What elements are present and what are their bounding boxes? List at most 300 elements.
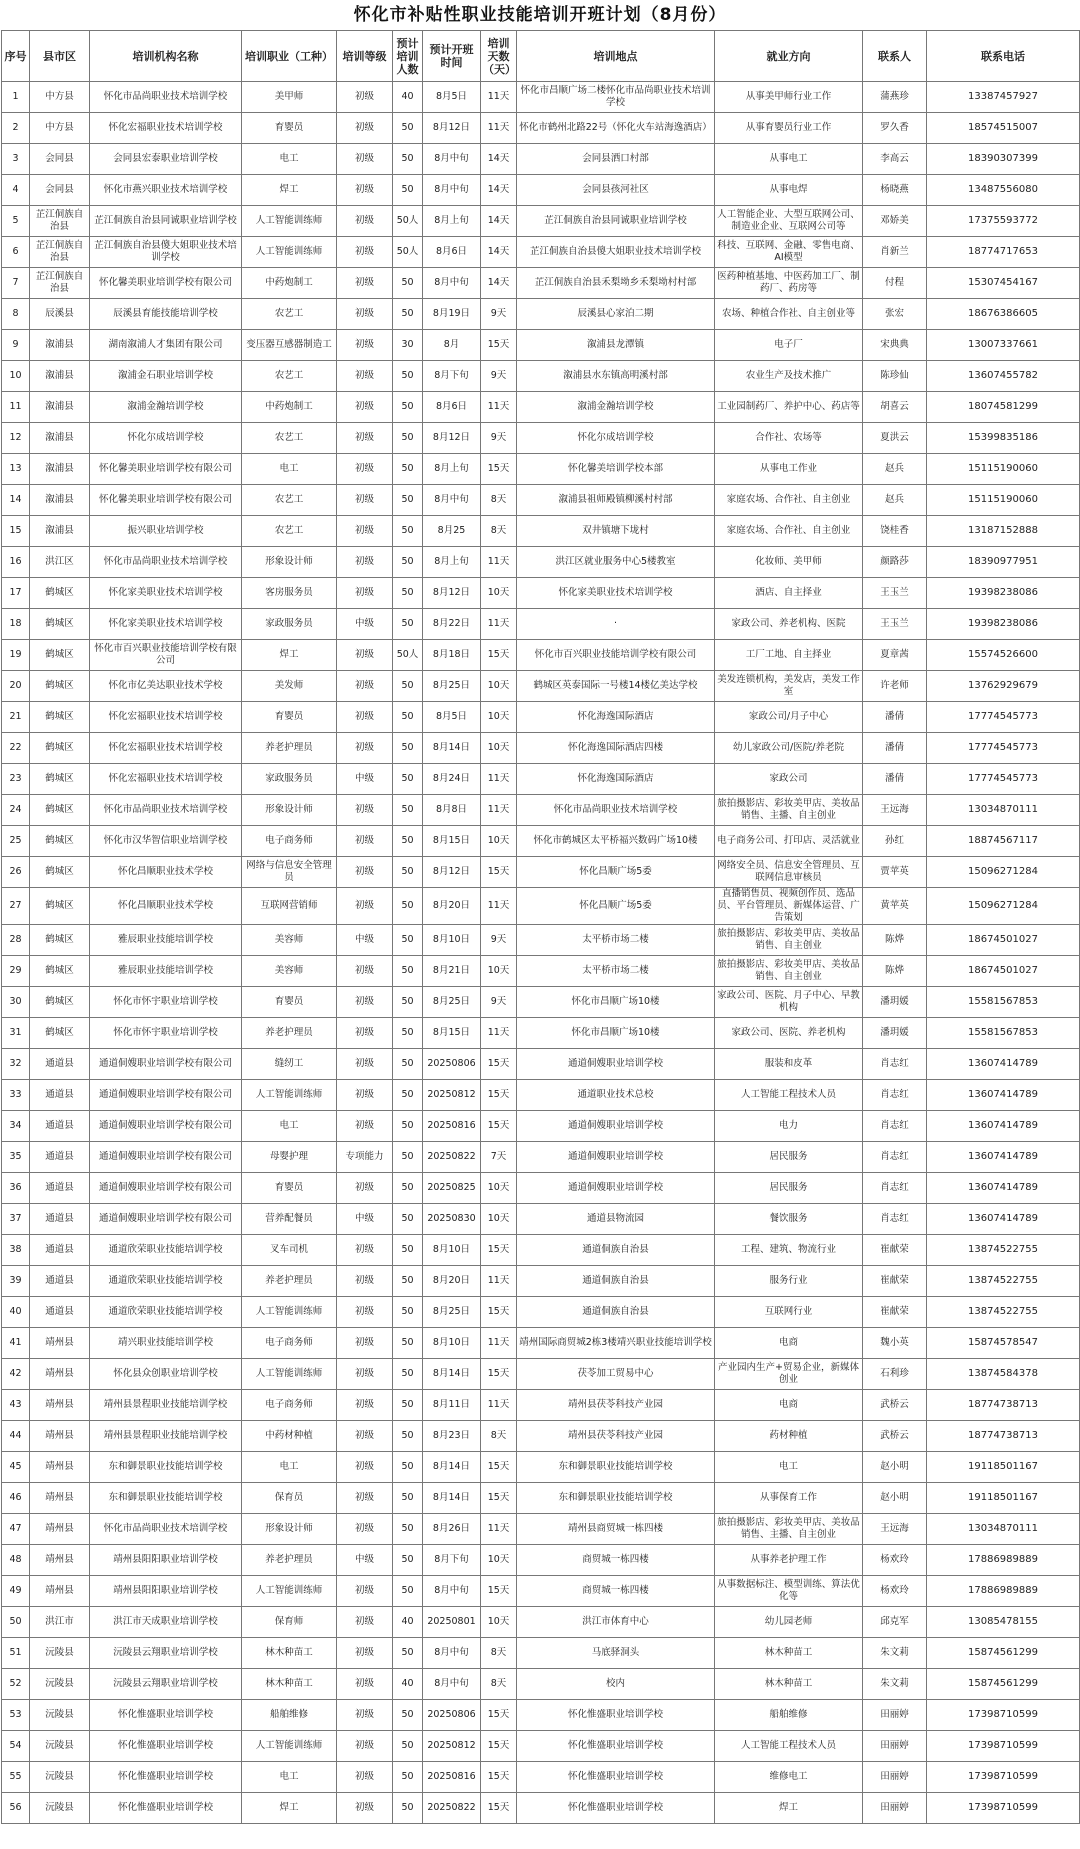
cell-occupation: 育婴员 — [242, 113, 337, 144]
cell-start-time: 8月15日 — [423, 826, 481, 857]
cell-trainees: 50 — [393, 609, 423, 640]
cell-trainees: 50 — [393, 1204, 423, 1235]
cell-location: 商贸城一栋四楼 — [517, 1576, 715, 1607]
cell-days: 10天 — [481, 826, 517, 857]
cell-contact: 蒲燕珍 — [863, 82, 927, 113]
cell-trainees: 50 — [393, 1297, 423, 1328]
cell-employment: 家庭农场、合作社、自主创业 — [715, 485, 863, 516]
cell-seq: 54 — [2, 1731, 30, 1762]
cell-occupation: 电子商务师 — [242, 826, 337, 857]
cell-days: 15天 — [481, 1297, 517, 1328]
cell-county: 鹤城区 — [30, 1018, 90, 1049]
cell-employment: 幼儿家政公司/医院/养老院 — [715, 733, 863, 764]
cell-days: 15天 — [481, 1235, 517, 1266]
cell-occupation: 育婴员 — [242, 1173, 337, 1204]
cell-level: 初级 — [337, 299, 393, 330]
cell-contact: 潘倩 — [863, 764, 927, 795]
cell-contact: 田丽婷 — [863, 1762, 927, 1793]
cell-start-time: 8月12日 — [423, 857, 481, 888]
cell-level: 初级 — [337, 485, 393, 516]
cell-seq: 27 — [2, 888, 30, 925]
cell-location: 怀化海逸国际酒店 — [517, 764, 715, 795]
cell-county: 沅陵县 — [30, 1731, 90, 1762]
cell-location: 靖州县茯苓科技产业园 — [517, 1390, 715, 1421]
cell-occupation: 养老护理员 — [242, 1018, 337, 1049]
cell-trainees: 50 — [393, 516, 423, 547]
cell-location: 通道侗嫂职业培训学校 — [517, 1142, 715, 1173]
cell-occupation: 网络与信息安全管理员 — [242, 857, 337, 888]
cell-trainees: 50 — [393, 733, 423, 764]
cell-days: 15天 — [481, 1793, 517, 1824]
cell-level: 初级 — [337, 795, 393, 826]
table-row — [2, 82, 1080, 113]
cell-employment: 幼儿园老师 — [715, 1607, 863, 1638]
cell-location: 鹤城区英泰国际一号楼14楼亿美达学校 — [517, 671, 715, 702]
cell-occupation: 形象设计师 — [242, 795, 337, 826]
cell-contact: 崔献荣 — [863, 1266, 927, 1297]
cell-days: 7天 — [481, 1142, 517, 1173]
cell-occupation: 形象设计师 — [242, 1514, 337, 1545]
cell-county: 靖州县 — [30, 1452, 90, 1483]
header-institution: 培训机构名称 — [90, 31, 242, 82]
cell-days: 11天 — [481, 1514, 517, 1545]
table-row — [2, 1297, 1080, 1328]
table-row — [2, 1049, 1080, 1080]
cell-employment: 从事电焊 — [715, 175, 863, 206]
cell-start-time: 8月下旬 — [423, 1545, 481, 1576]
cell-employment: 家政公司、医院、月子中心、早教机构 — [715, 987, 863, 1018]
cell-trainees: 50 — [393, 1018, 423, 1049]
cell-trainees: 50 — [393, 987, 423, 1018]
cell-institution: 通道欣荣职业技能培训学校 — [90, 1266, 242, 1297]
cell-seq: 17 — [2, 578, 30, 609]
cell-institution: 芷江侗族自治县同诚职业培训学校 — [90, 206, 242, 237]
header-occupation: 培训职业（工种） — [242, 31, 337, 82]
cell-seq: 41 — [2, 1328, 30, 1359]
cell-county: 靖州县 — [30, 1576, 90, 1607]
cell-contact: 陈烨 — [863, 925, 927, 956]
cell-occupation: 育婴员 — [242, 702, 337, 733]
cell-trainees: 50 — [393, 454, 423, 485]
cell-county: 溆浦县 — [30, 392, 90, 423]
cell-level: 初级 — [337, 361, 393, 392]
cell-level: 中级 — [337, 925, 393, 956]
cell-contact: 夏洪云 — [863, 423, 927, 454]
cell-trainees: 50 — [393, 1080, 423, 1111]
cell-county: 鹤城区 — [30, 795, 90, 826]
cell-start-time: 20250806 — [423, 1700, 481, 1731]
cell-phone: 17886989889 — [927, 1545, 1080, 1576]
cell-county: 溆浦县 — [30, 485, 90, 516]
cell-seq: 30 — [2, 987, 30, 1018]
cell-start-time: 8月8日 — [423, 795, 481, 826]
cell-trainees: 50 — [393, 1235, 423, 1266]
cell-institution: 怀化市怀宇职业培训学校 — [90, 1018, 242, 1049]
cell-employment: 酒店、自主择业 — [715, 578, 863, 609]
cell-phone: 13607414789 — [927, 1142, 1080, 1173]
cell-institution: 辰溪县育能技能培训学校 — [90, 299, 242, 330]
cell-occupation: 电工 — [242, 1111, 337, 1142]
cell-start-time: 8月20日 — [423, 1266, 481, 1297]
cell-county: 鹤城区 — [30, 733, 90, 764]
cell-level: 初级 — [337, 1669, 393, 1700]
cell-seq: 37 — [2, 1204, 30, 1235]
cell-days: 10天 — [481, 702, 517, 733]
cell-contact: 王玉兰 — [863, 609, 927, 640]
cell-institution: 通道侗嫂职业培训学校有限公司 — [90, 1080, 242, 1111]
cell-phone: 13034870111 — [927, 795, 1080, 826]
cell-county: 鹤城区 — [30, 609, 90, 640]
cell-seq: 35 — [2, 1142, 30, 1173]
cell-seq: 39 — [2, 1266, 30, 1297]
cell-institution: 怀化市品尚职业技术培训学校 — [90, 547, 242, 578]
cell-contact: 邱克军 — [863, 1607, 927, 1638]
cell-contact: 邓娇美 — [863, 206, 927, 237]
cell-level: 初级 — [337, 1731, 393, 1762]
cell-level: 初级 — [337, 1235, 393, 1266]
cell-employment: 药材种植 — [715, 1421, 863, 1452]
cell-institution: 怀化惟盛职业培训学校 — [90, 1731, 242, 1762]
cell-phone: 17774545773 — [927, 764, 1080, 795]
table-row — [2, 764, 1080, 795]
cell-trainees: 50 — [393, 1359, 423, 1390]
cell-institution: 怀化尔成培训学校 — [90, 423, 242, 454]
cell-institution: 靖州县阳阳职业培训学校 — [90, 1545, 242, 1576]
cell-start-time: 8月中旬 — [423, 1576, 481, 1607]
cell-seq: 52 — [2, 1669, 30, 1700]
cell-occupation: 中药材种植 — [242, 1421, 337, 1452]
cell-phone: 13085478155 — [927, 1607, 1080, 1638]
table-row — [2, 175, 1080, 206]
cell-trainees: 50 — [393, 299, 423, 330]
cell-level: 初级 — [337, 454, 393, 485]
cell-trainees: 50 — [393, 1793, 423, 1824]
cell-occupation: 互联网营销师 — [242, 888, 337, 925]
cell-seq: 3 — [2, 144, 30, 175]
cell-institution: 怀化县众创职业培训学校 — [90, 1359, 242, 1390]
table-row — [2, 1700, 1080, 1731]
cell-occupation: 美甲师 — [242, 82, 337, 113]
cell-trainees: 50 — [393, 1328, 423, 1359]
cell-occupation: 美容师 — [242, 956, 337, 987]
cell-days: 10天 — [481, 956, 517, 987]
cell-occupation: 保育师 — [242, 1607, 337, 1638]
cell-level: 初级 — [337, 956, 393, 987]
cell-institution: 怀化宏福职业技术培训学校 — [90, 702, 242, 733]
cell-contact: 杨欢玲 — [863, 1545, 927, 1576]
cell-occupation: 形象设计师 — [242, 547, 337, 578]
cell-county: 通道县 — [30, 1111, 90, 1142]
cell-phone: 15874578547 — [927, 1328, 1080, 1359]
cell-contact: 赵小明 — [863, 1483, 927, 1514]
cell-institution: 东和御景职业技能培训学校 — [90, 1452, 242, 1483]
cell-phone: 18774717653 — [927, 237, 1080, 268]
cell-institution: 怀化市燕兴职业技术培训学校 — [90, 175, 242, 206]
cell-employment: 林木种苗工 — [715, 1638, 863, 1669]
cell-level: 初级 — [337, 1359, 393, 1390]
cell-contact: 王远海 — [863, 1514, 927, 1545]
cell-employment: 科技、互联网、金融、零售电商、AI模型 — [715, 237, 863, 268]
cell-institution: 怀化宏福职业技术培训学校 — [90, 733, 242, 764]
cell-phone: 18674501027 — [927, 925, 1080, 956]
cell-occupation: 人工智能训练师 — [242, 1359, 337, 1390]
cell-start-time: 8月14日 — [423, 1483, 481, 1514]
cell-start-time: 8月25日 — [423, 1297, 481, 1328]
cell-location: 溆浦县水东镇高明溪村部 — [517, 361, 715, 392]
cell-contact: 崔献荣 — [863, 1235, 927, 1266]
cell-county: 鹤城区 — [30, 640, 90, 671]
cell-trainees: 50 — [393, 1638, 423, 1669]
cell-trainees: 50 — [393, 268, 423, 299]
cell-trainees: 50 — [393, 826, 423, 857]
cell-location: 怀化尔成培训学校 — [517, 423, 715, 454]
cell-trainees: 40 — [393, 82, 423, 113]
cell-seq: 32 — [2, 1049, 30, 1080]
cell-level: 初级 — [337, 578, 393, 609]
cell-county: 通道县 — [30, 1049, 90, 1080]
cell-level: 专项能力 — [337, 1142, 393, 1173]
cell-location: 会同县孩河社区 — [517, 175, 715, 206]
table-row — [2, 1638, 1080, 1669]
cell-employment: 人工智能企业、大型互联网公司、制造业企业、互联网公司等 — [715, 206, 863, 237]
cell-employment: 人工智能工程技术人员 — [715, 1080, 863, 1111]
cell-start-time: 20250822 — [423, 1793, 481, 1824]
cell-days: 8天 — [481, 1669, 517, 1700]
cell-contact: 田丽婷 — [863, 1700, 927, 1731]
header-start-time: 预计开班时间 — [423, 31, 481, 82]
cell-level: 初级 — [337, 144, 393, 175]
cell-trainees: 50 — [393, 1421, 423, 1452]
cell-start-time: 8月6日 — [423, 392, 481, 423]
cell-county: 通道县 — [30, 1235, 90, 1266]
cell-level: 初级 — [337, 888, 393, 925]
cell-institution: 怀化馨美职业培训学校有限公司 — [90, 485, 242, 516]
cell-institution: 怀化宏福职业技术培训学校 — [90, 764, 242, 795]
cell-start-time: 20250816 — [423, 1111, 481, 1142]
cell-location: 怀化市鹤城区太平桥福兴数码广场10楼 — [517, 826, 715, 857]
cell-days: 8天 — [481, 485, 517, 516]
cell-trainees: 50 — [393, 925, 423, 956]
cell-occupation: 家政服务员 — [242, 764, 337, 795]
cell-location: 怀化市鹤州北路22号（怀化火车站海逸酒店） — [517, 113, 715, 144]
table-row — [2, 1359, 1080, 1390]
cell-level: 初级 — [337, 1080, 393, 1111]
cell-seq: 18 — [2, 609, 30, 640]
table-row — [2, 1545, 1080, 1576]
cell-employment: 家庭农场、合作社、自主创业 — [715, 516, 863, 547]
cell-seq: 8 — [2, 299, 30, 330]
table-row — [2, 1080, 1080, 1111]
cell-location: 芷江侗族自治县同诚职业培训学校 — [517, 206, 715, 237]
table-row — [2, 578, 1080, 609]
cell-seq: 25 — [2, 826, 30, 857]
table-row — [2, 1142, 1080, 1173]
cell-start-time: 8月中旬 — [423, 485, 481, 516]
cell-level: 初级 — [337, 175, 393, 206]
cell-start-time: 8月11日 — [423, 1390, 481, 1421]
cell-location: 校内 — [517, 1669, 715, 1700]
cell-days: 11天 — [481, 547, 517, 578]
table-row — [2, 609, 1080, 640]
cell-days: 11天 — [481, 392, 517, 423]
cell-phone: 18676386605 — [927, 299, 1080, 330]
cell-contact: 田丽婷 — [863, 1793, 927, 1824]
cell-institution: 怀化市汉华智信职业培训学校 — [90, 826, 242, 857]
cell-phone: 13762929679 — [927, 671, 1080, 702]
cell-county: 沅陵县 — [30, 1669, 90, 1700]
cell-phone: 18774738713 — [927, 1421, 1080, 1452]
cell-location: 怀化市昌顺广场10楼 — [517, 987, 715, 1018]
page-title: 怀化市补贴性职业技能培训开班计划（8月份） — [353, 5, 727, 25]
cell-location: 怀化惟盛职业培训学校 — [517, 1793, 715, 1824]
cell-level: 初级 — [337, 1297, 393, 1328]
cell-phone: 17398710599 — [927, 1700, 1080, 1731]
cell-start-time: 8月中旬 — [423, 175, 481, 206]
cell-employment: 从事数据标注、模型训练、算法优化等 — [715, 1576, 863, 1607]
cell-phone: 15307454167 — [927, 268, 1080, 299]
cell-level: 初级 — [337, 1762, 393, 1793]
cell-start-time: 8月12日 — [423, 578, 481, 609]
cell-start-time: 8月10日 — [423, 1328, 481, 1359]
cell-level: 初级 — [337, 1607, 393, 1638]
cell-days: 10天 — [481, 671, 517, 702]
cell-trainees: 40 — [393, 1669, 423, 1700]
cell-phone: 15399835186 — [927, 423, 1080, 454]
cell-days: 15天 — [481, 1700, 517, 1731]
cell-trainees: 50 — [393, 1173, 423, 1204]
header-county: 县市区 — [30, 31, 90, 82]
cell-county: 鹤城区 — [30, 925, 90, 956]
cell-institution: 怀化宏福职业技术培训学校 — [90, 113, 242, 144]
cell-institution: 靖州县景程职业技能培训学校 — [90, 1390, 242, 1421]
cell-days: 15天 — [481, 640, 517, 671]
cell-level: 初级 — [337, 392, 393, 423]
cell-trainees: 50 — [393, 1452, 423, 1483]
cell-start-time: 8月23日 — [423, 1421, 481, 1452]
cell-institution: 通道欣荣职业技能培训学校 — [90, 1235, 242, 1266]
cell-county: 会同县 — [30, 175, 90, 206]
cell-contact: 潘倩 — [863, 702, 927, 733]
cell-occupation: 变压器互感器制造工 — [242, 330, 337, 361]
cell-county: 靖州县 — [30, 1328, 90, 1359]
cell-county: 洪江区 — [30, 547, 90, 578]
cell-institution: 怀化家美职业技术培训学校 — [90, 578, 242, 609]
cell-phone: 13007337661 — [927, 330, 1080, 361]
cell-contact: 贾苹英 — [863, 857, 927, 888]
cell-trainees: 50人 — [393, 640, 423, 671]
cell-occupation: 焊工 — [242, 640, 337, 671]
cell-institution: 怀化昌顺职业技术学校 — [90, 888, 242, 925]
cell-location: 东和御景职业技能培训学校 — [517, 1483, 715, 1514]
cell-days: 10天 — [481, 733, 517, 764]
cell-trainees: 50 — [393, 888, 423, 925]
cell-seq: 26 — [2, 857, 30, 888]
cell-trainees: 50人 — [393, 237, 423, 268]
cell-county: 会同县 — [30, 144, 90, 175]
table-row — [2, 1266, 1080, 1297]
cell-institution: 雅辰职业技能培训学校 — [90, 925, 242, 956]
cell-start-time: 8月中旬 — [423, 144, 481, 175]
cell-employment: 从事养老护理工作 — [715, 1545, 863, 1576]
cell-days: 15天 — [481, 1576, 517, 1607]
cell-institution: 怀化馨美职业培训学校有限公司 — [90, 268, 242, 299]
cell-trainees: 50 — [393, 1142, 423, 1173]
cell-location: 茯苓加工贸易中心 — [517, 1359, 715, 1390]
cell-occupation: 人工智能训练师 — [242, 1297, 337, 1328]
cell-location: 通道职业技术总校 — [517, 1080, 715, 1111]
cell-seq: 20 — [2, 671, 30, 702]
cell-phone: 15096271284 — [927, 857, 1080, 888]
cell-institution: 芷江侗族自治县傻大姐职业技术培训学校 — [90, 237, 242, 268]
cell-trainees: 50 — [393, 795, 423, 826]
cell-county: 鹤城区 — [30, 671, 90, 702]
cell-level: 初级 — [337, 237, 393, 268]
cell-level: 初级 — [337, 1638, 393, 1669]
cell-institution: 怀化昌顺职业技术学校 — [90, 857, 242, 888]
cell-occupation: 林木种苗工 — [242, 1669, 337, 1700]
cell-institution: 通道侗嫂职业培训学校有限公司 — [90, 1173, 242, 1204]
cell-employment: 网络安全员、信息安全管理员、互联网信息审核员 — [715, 857, 863, 888]
cell-days: 8天 — [481, 516, 517, 547]
cell-employment: 餐饮服务 — [715, 1204, 863, 1235]
cell-trainees: 50 — [393, 1514, 423, 1545]
cell-location: 怀化昌顺广场5委 — [517, 888, 715, 925]
cell-level: 中级 — [337, 1545, 393, 1576]
cell-level: 初级 — [337, 1018, 393, 1049]
cell-county: 鹤城区 — [30, 764, 90, 795]
cell-county: 靖州县 — [30, 1359, 90, 1390]
cell-location: 怀化惟盛职业培训学校 — [517, 1731, 715, 1762]
cell-contact: 肖志红 — [863, 1142, 927, 1173]
cell-phone: 17375593772 — [927, 206, 1080, 237]
cell-contact: 朱文莉 — [863, 1669, 927, 1700]
cell-employment: 家政公司/月子中心 — [715, 702, 863, 733]
cell-institution: 靖州县阳阳职业培训学校 — [90, 1576, 242, 1607]
cell-location: 会同县洒口村部 — [517, 144, 715, 175]
table-row — [2, 1762, 1080, 1793]
cell-county: 辰溪县 — [30, 299, 90, 330]
cell-start-time: 20250801 — [423, 1607, 481, 1638]
cell-start-time: 8月18日 — [423, 640, 481, 671]
cell-trainees: 50人 — [393, 206, 423, 237]
cell-seq: 2 — [2, 113, 30, 144]
cell-occupation: 电工 — [242, 1452, 337, 1483]
cell-start-time: 20250830 — [423, 1204, 481, 1235]
cell-county: 溆浦县 — [30, 454, 90, 485]
cell-days: 11天 — [481, 888, 517, 925]
cell-location: 怀化市百兴职业技能培训学校有限公司 — [517, 640, 715, 671]
cell-location: 溆浦县祖师殿镇柳溪村村部 — [517, 485, 715, 516]
cell-employment: 从事电工作业 — [715, 454, 863, 485]
cell-start-time: 20250812 — [423, 1080, 481, 1111]
table-row — [2, 956, 1080, 987]
cell-trainees: 50 — [393, 361, 423, 392]
cell-location: 通道侗嫂职业培训学校 — [517, 1111, 715, 1142]
cell-trainees: 50 — [393, 578, 423, 609]
cell-phone: 19398238086 — [927, 578, 1080, 609]
cell-phone: 17398710599 — [927, 1731, 1080, 1762]
cell-contact: 肖志红 — [863, 1049, 927, 1080]
cell-location: 怀化家美职业技术培训学校 — [517, 578, 715, 609]
cell-seq: 38 — [2, 1235, 30, 1266]
table-row — [2, 640, 1080, 671]
cell-occupation: 人工智能训练师 — [242, 1080, 337, 1111]
cell-trainees: 50 — [393, 857, 423, 888]
cell-start-time: 8月6日 — [423, 237, 481, 268]
cell-occupation: 人工智能训练师 — [242, 1576, 337, 1607]
cell-seq: 19 — [2, 640, 30, 671]
cell-days: 11天 — [481, 1390, 517, 1421]
